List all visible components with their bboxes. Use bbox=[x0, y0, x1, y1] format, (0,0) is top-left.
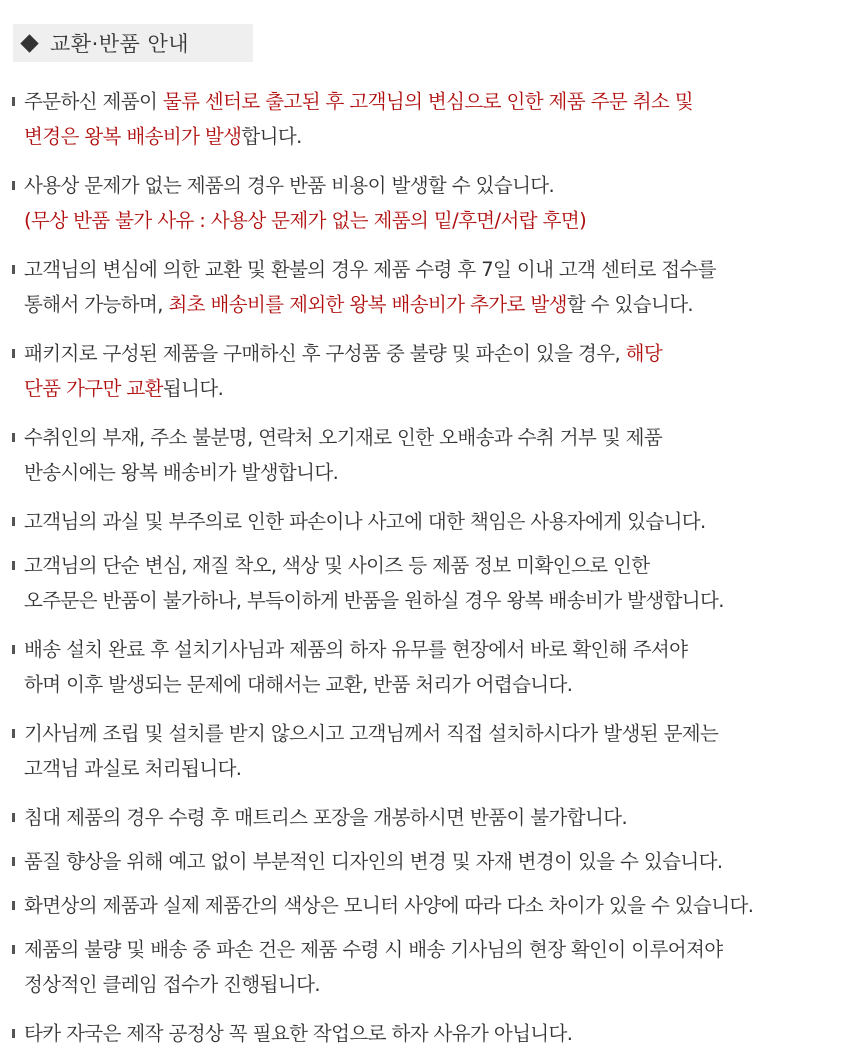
notice-line bbox=[24, 371, 856, 406]
bullet-icon bbox=[12, 265, 15, 274]
notice-item-color-difference bbox=[10, 888, 856, 923]
notice-item-mattress bbox=[10, 800, 856, 835]
notice-line bbox=[24, 119, 856, 154]
notice-highlight: 변경은 왕복 배송비가 발생 bbox=[24, 125, 242, 148]
notice-text: 사용상 문제가 없는 제품의 경우 반품 비용이 발생할 수 있습니다. bbox=[24, 174, 555, 197]
notice-text: 타카 자국은 제작 공정상 꼭 필요한 작업으로 하자 사유가 아닙니다. bbox=[24, 1022, 573, 1045]
notice-text: 고객님의 과실 및 부주의로 인한 파손이나 사고에 대한 책임은 사용자에게 있습니다. bbox=[24, 510, 706, 533]
notice-text: 배송 설치 완료 후 설치기사님과 제품의 하자 유무를 현장에서 바로 확인해 주셔야 bbox=[24, 638, 688, 661]
bullet-icon bbox=[12, 97, 15, 106]
notice-text: 합니다. bbox=[241, 125, 302, 148]
bullet-icon bbox=[12, 729, 15, 738]
notice-list bbox=[10, 84, 856, 1060]
notice-text: 화면상의 제품과 실제 제품간의 색상은 모니터 사양에 따라 다소 차이가 있을 수 있습니다. bbox=[24, 894, 754, 917]
bullet-icon bbox=[12, 1029, 15, 1038]
bullet-icon bbox=[12, 901, 15, 910]
notice-line bbox=[24, 287, 856, 322]
notice-item-self-install bbox=[10, 716, 856, 786]
notice-item-misdelivery bbox=[10, 420, 856, 490]
notice-text: 됩니다. bbox=[162, 377, 224, 400]
bullet-icon bbox=[12, 349, 15, 358]
bullet-icon bbox=[12, 517, 15, 526]
notice-highlight: 최초 배송비를 제외한 왕복 배송비가 추가로 발생 bbox=[168, 293, 567, 316]
notice-text: 통해서 가능하며, bbox=[24, 293, 169, 316]
bullet-icon bbox=[12, 645, 15, 654]
bullet-icon bbox=[12, 857, 15, 866]
notice-text: 고객님의 변심에 의한 교환 및 환불의 경우 제품 수령 후 7일 이내 고객 센터로 접수를 bbox=[24, 258, 717, 281]
notice-item-installation-check bbox=[10, 632, 856, 702]
section-title: 교환·반품 안내 bbox=[50, 32, 190, 56]
diamond-bullet-icon bbox=[20, 34, 38, 52]
notice-item-defect-claim bbox=[10, 932, 856, 1002]
bullet-icon bbox=[12, 181, 15, 190]
notice-line bbox=[24, 336, 856, 371]
bullet-icon bbox=[12, 561, 15, 570]
notice-text: 수취인의 부재, 주소 불분명, 연락처 오기재로 인한 오배송과 수취 거부 및 제품 bbox=[24, 426, 663, 449]
notice-text: 고객님 과실로 처리됩니다. bbox=[24, 757, 242, 780]
notice-text: 기사님께 조립 및 설치를 받지 않으시고 고객님께서 직접 설치하시다가 발생된 문제는 bbox=[24, 722, 719, 745]
notice-item-package bbox=[10, 336, 856, 406]
notice-highlight: (무상 반품 불가 사유 : 사용상 문제가 없는 제품의 밑/후면/서랍 후면) bbox=[24, 209, 587, 232]
notice-text: 주문하신 제품이 bbox=[24, 90, 163, 113]
notice-text: 품질 향상을 위해 예고 없이 부분적인 디자인의 변경 및 자재 변경이 있을 수 있습니다. bbox=[24, 850, 723, 873]
notice-item-design-change bbox=[10, 844, 856, 879]
notice-text: 오주문은 반품이 불가하나, 부득이하게 반품을 원하실 경우 왕복 배송비가 발생합니다. bbox=[24, 589, 724, 612]
notice-text: 하며 이후 발생되는 문제에 대해서는 교환, 반품 처리가 어렵습니다. bbox=[24, 673, 573, 696]
notice-text: 제품의 불량 및 배송 중 파손 건은 제품 수령 시 배송 기사님의 현장 확인이 이루어져야 bbox=[24, 938, 723, 961]
notice-item-order-change bbox=[10, 84, 856, 154]
notice-text: 정상적인 클레임 접수가 진행됩니다. bbox=[24, 973, 320, 996]
notice-highlight: 해당 bbox=[625, 342, 663, 365]
notice-text: 할 수 있습니다. bbox=[566, 293, 694, 316]
bullet-icon bbox=[12, 945, 15, 954]
section-header bbox=[13, 24, 253, 62]
notice-item-return-cost bbox=[10, 168, 856, 238]
notice-text: 고객님의 단순 변심, 재질 착오, 색상 및 사이즈 등 제품 정보 미확인으로 인한 bbox=[24, 554, 650, 577]
notice-item-tacker-marks bbox=[10, 1016, 856, 1051]
notice-line bbox=[24, 84, 856, 119]
notice-text: 침대 제품의 경우 수령 후 매트리스 포장을 개봉하시면 반품이 불가합니다. bbox=[24, 806, 628, 829]
bullet-icon bbox=[12, 433, 15, 442]
notice-item-exchange-refund bbox=[10, 252, 856, 322]
bullet-icon bbox=[12, 813, 15, 822]
notice-highlight: 물류 센터로 출고된 후 고객님의 변심으로 인한 제품 주문 취소 및 bbox=[162, 90, 694, 113]
notice-highlight: 단품 가구만 교환 bbox=[24, 377, 163, 400]
notice-item-simple-change bbox=[10, 548, 856, 618]
notice-text: 반송시에는 왕복 배송비가 발생합니다. bbox=[24, 461, 339, 484]
notice-item-negligence bbox=[10, 504, 856, 539]
notice-text: 패키지로 구성된 제품을 구매하신 후 구성품 중 불량 및 파손이 있을 경우, bbox=[24, 342, 626, 365]
